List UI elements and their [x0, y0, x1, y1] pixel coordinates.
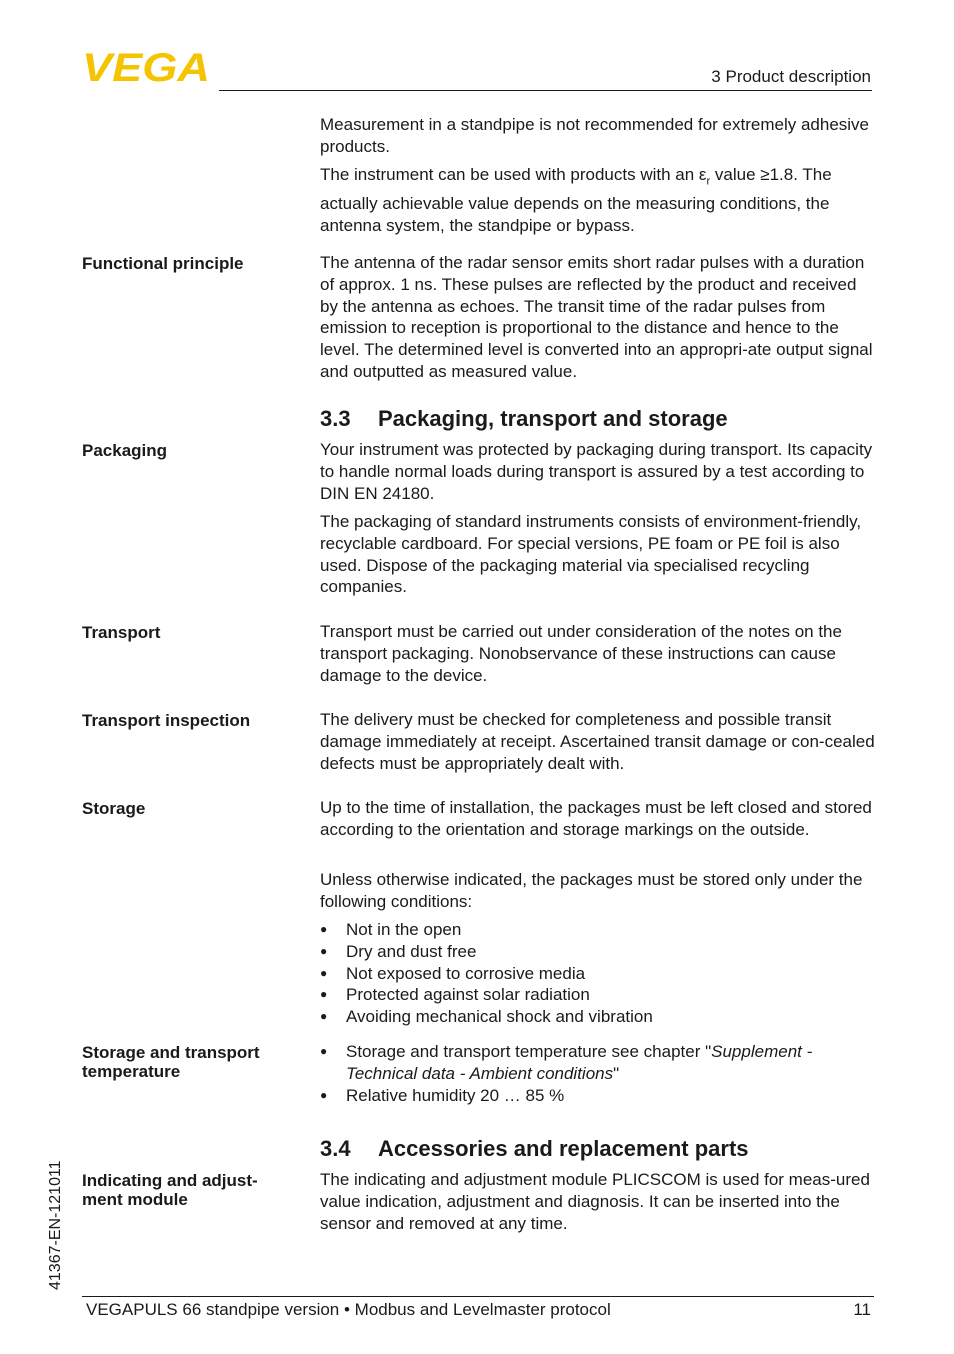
storage-temperature-list — [320, 1041, 876, 1106]
intro-paragraph-2: The instrument can be used with products with an $\varepsilon_r$ value ≥1.8. The actually achievable value depends on the measuring conditions, the antenna system, the standpipe or bypass. — [320, 165, 832, 235]
section-heading-3-3: 3.3 Packaging, transport and storage — [320, 406, 728, 431]
footer-title: VEGAPULS 66 standpipe version • Modbus and Levelmaster protocol — [86, 1300, 611, 1319]
list-item: ● Storage and transport temperature see chapter "Supplement - Technical data - Ambient conditions" — [320, 1041, 876, 1085]
list-item: ● Protected against solar radiation — [320, 984, 876, 1006]
header-section-title: 3 Product description — [711, 67, 871, 86]
list-item: ● Avoiding mechanical shock and vibration — [320, 1006, 876, 1028]
header-divider — [219, 90, 872, 91]
transport-label: Transport — [82, 623, 161, 642]
svg-text:VEGA: VEGA — [82, 50, 210, 84]
packaging-label: Packaging — [82, 441, 168, 460]
document-code: 41367-EN-121011 — [47, 1160, 64, 1290]
indicating-module-label: Indicating and adjust-ment module — [82, 1171, 258, 1209]
packaging-paragraph-1: Your instrument was protected by packaging during transport. Its capacity to handle normal loads during transport is assured by a test according to DIN EN 24180. — [320, 440, 873, 503]
section-heading-3-4: 3.4 Accessories and replacement parts — [320, 1136, 749, 1161]
transport-inspection-label: Transport inspection — [82, 711, 251, 730]
list-item: ● Relative humidity 20 … 85 % — [320, 1085, 876, 1107]
storage-paragraph-2: Unless otherwise indicated, the packages must be stored only under the following conditions: — [320, 870, 863, 911]
list-item: ● Dry and dust free — [320, 941, 876, 963]
vega-logo — [82, 50, 212, 84]
transport-inspection-text: The delivery must be checked for completeness and possible transit damage immediately at receipt. Ascertained transit damage or con-cealed defects must be appropriately dealt with. — [320, 710, 875, 773]
storage-conditions-list — [320, 919, 876, 1028]
footer-divider — [82, 1296, 874, 1297]
list-item: ● Not in the open — [320, 919, 876, 941]
intro-paragraph-1: Measurement in a standpipe is not recommended for extremely adhesive products. — [320, 115, 870, 156]
packaging-paragraph-2: The packaging of standard instruments consists of environment-friendly, recyclable cardboard. For special versions, PE foam or PE foil is also used. Dispose of the packaging material via specialised recycling companies. — [320, 512, 862, 597]
storage-temperature-label: Storage and transport temperature — [82, 1043, 260, 1081]
list-item: ● Not exposed to corrosive media — [320, 963, 876, 985]
page-number: 11 — [853, 1300, 871, 1319]
functional-principle-label: Functional principle — [82, 254, 244, 273]
storage-label: Storage — [82, 799, 146, 818]
functional-principle-text: The antenna of the radar sensor emits short radar pulses with a duration of approx. 1 ns. These pulses are reflected by the product and received by the antenna as echoes. The transit time of the radar pulses from emission to reception is proportional to the distance and hence to the level. The determined level is converted into an appropri-ate output signal and outputted as measured value. — [320, 253, 873, 381]
indicating-module-text: The indicating and adjustment module PLICSCOM is used for meas-ured value indication, adjustment and diagnosis. It can be inserted into the sensor and removed at any time. — [320, 1170, 870, 1233]
storage-paragraph-1: Up to the time of installation, the packages must be left closed and stored according to the orientation and storage markings on the outside. — [320, 798, 872, 839]
transport-text: Transport must be carried out under consideration of the notes on the transport packaging. Nonobservance of these instructions can cause damage to the device. — [320, 622, 842, 685]
